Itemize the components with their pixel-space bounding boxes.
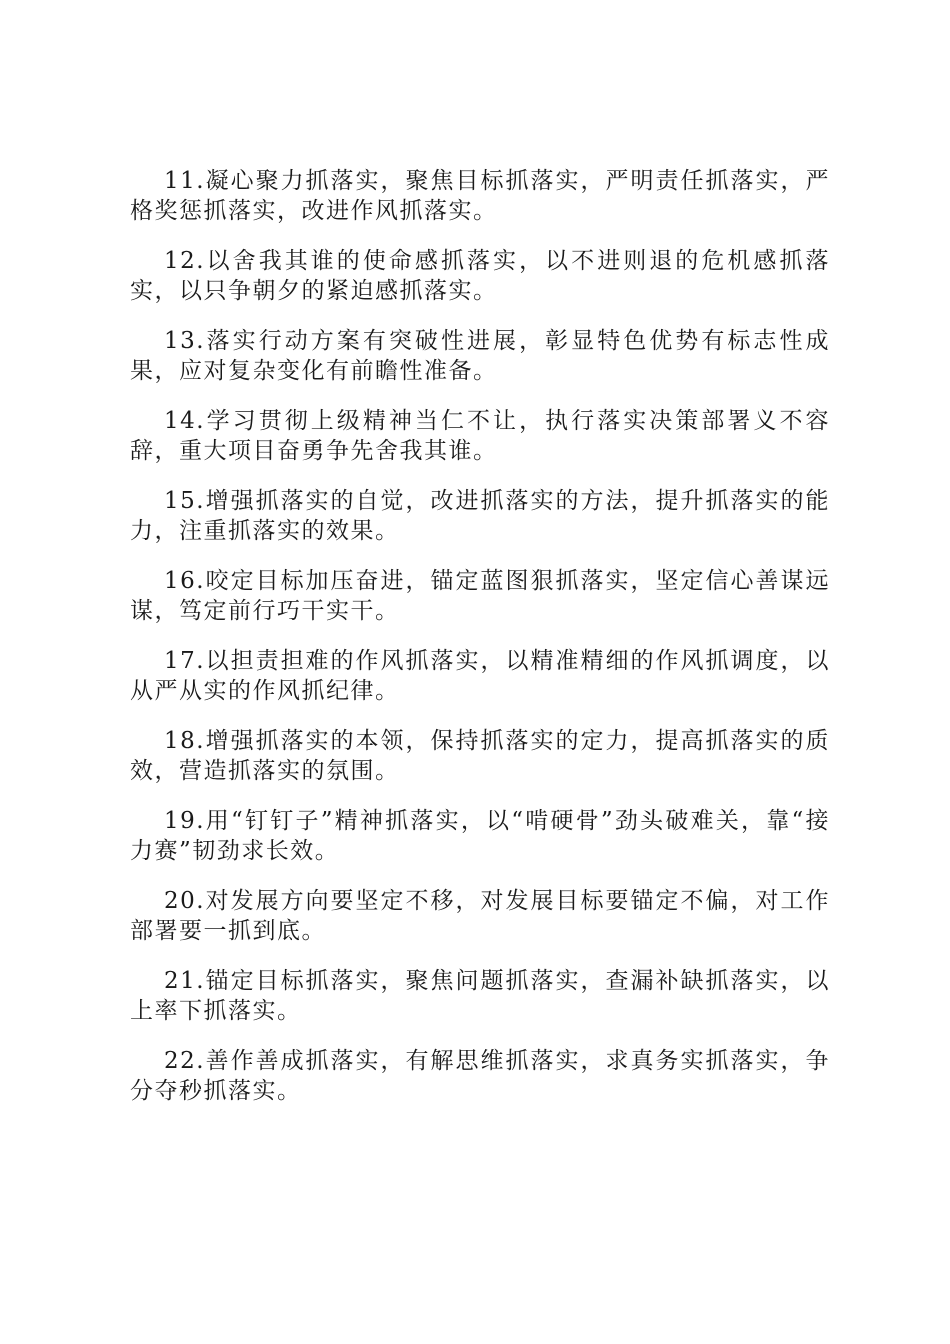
paragraph-11: 11.凝心聚力抓落实，聚焦目标抓落实，严明责任抓落实，严格奖惩抓落实，改进作风抓落实。 (130, 168, 830, 224)
paragraph-22: 22.善作善成抓落实，有解思维抓落实，求真务实抓落实，争分夺秒抓落实。 (130, 1048, 830, 1104)
paragraph-15: 15.增强抓落实的自觉，改进抓落实的方法，提升抓落实的能力，注重抓落实的效果。 (130, 488, 830, 544)
paragraph-16: 16.咬定目标加压奋进，锚定蓝图狠抓落实，坚定信心善谋远谋，笃定前行巧干实干。 (130, 568, 830, 624)
paragraph-17: 17.以担责担难的作风抓落实，以精准精细的作风抓调度，以从严从实的作风抓纪律。 (130, 648, 830, 704)
paragraph-18: 18.增强抓落实的本领，保持抓落实的定力，提高抓落实的质效，营造抓落实的氛围。 (130, 728, 830, 784)
paragraph-20: 20.对发展方向要坚定不移，对发展目标要锚定不偏，对工作部署要一抓到底。 (130, 888, 830, 944)
paragraph-19: 19.用“钉钉子”精神抓落实，以“啃硬骨”劲头破难关，靠“接力赛”韧劲求长效。 (130, 808, 830, 864)
paragraph-13: 13.落实行动方案有突破性进展，彰显特色优势有标志性成果，应对复杂变化有前瞻性准备。 (130, 328, 830, 384)
paragraph-21: 21.锚定目标抓落实，聚焦问题抓落实，查漏补缺抓落实，以上率下抓落实。 (130, 968, 830, 1024)
document-body (130, 166, 830, 1126)
paragraph-14: 14.学习贯彻上级精神当仁不让，执行落实决策部署义不容辞，重大项目奋勇争先舍我其谁。 (130, 408, 830, 464)
paragraph-12: 12.以舍我其谁的使命感抓落实，以不进则退的危机感抓落实，以只争朝夕的紧迫感抓落实。 (130, 248, 830, 304)
